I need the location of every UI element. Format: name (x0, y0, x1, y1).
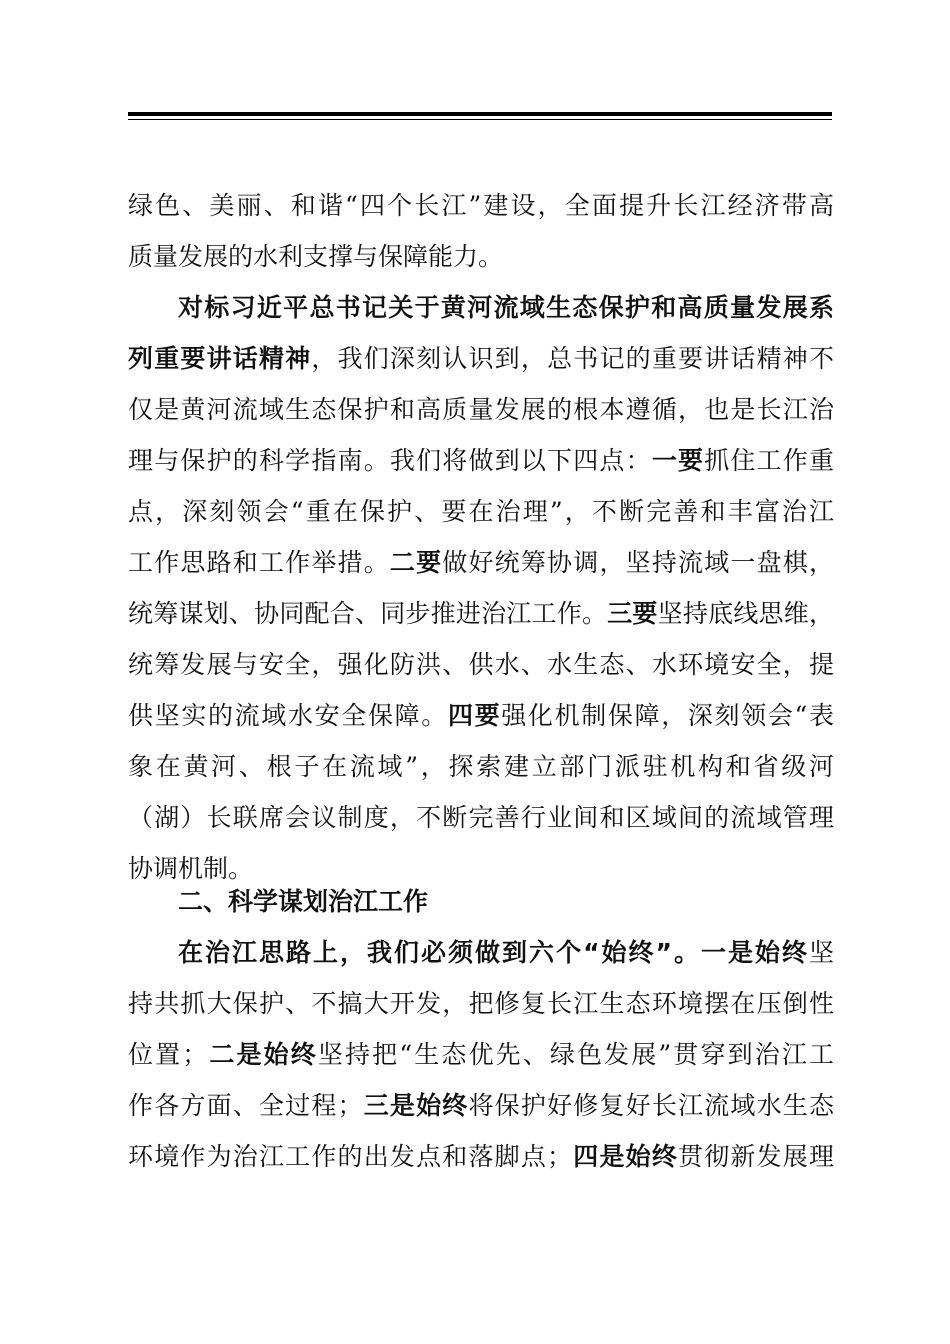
bold-text-run: 在治江思路上，我们必须做到六个“始终”。一是始终 (178, 938, 809, 967)
bold-text-run: 对标习近平总书记关于黄河流域生态保护和高质量发展系 (178, 293, 834, 322)
text-run: 统筹发展与安全，强化防洪、供水、水生态、水环境安全，提 (128, 650, 834, 679)
text-run: 坚持把“生态优先、绿色发展”贯穿到治江工 (317, 1040, 834, 1069)
text-run: 点，深刻领会“重在保护、要在治理”，不断完善和丰富治江 (128, 497, 834, 526)
text-run: 坚 (808, 938, 834, 967)
paragraph-line (128, 341, 834, 377)
paragraph-line (128, 1088, 834, 1124)
text-run: （湖）长联席会议制度，不断完善行业间和区域间的流域管理 (128, 803, 834, 832)
text-run: 抓住工作重 (704, 446, 834, 475)
text-run: 协调机制。 (128, 854, 254, 883)
text-run: 将保护好修复好长江流域水生态 (468, 1091, 834, 1120)
paragraph-line (128, 1037, 834, 1073)
text-run: 贯彻新发展理 (678, 1142, 834, 1171)
paragraph-line (128, 188, 834, 224)
text-run: 绿色、美丽、和谐“四个长江”建设，全面提升长江经济带高 (128, 191, 834, 220)
paragraph-line (128, 443, 834, 479)
bold-text-run: 四是始终 (572, 1142, 679, 1171)
paragraph-line (128, 851, 834, 887)
paragraph-line (128, 392, 834, 428)
text-run: 统筹谋划、协同配合、同步推进治江工作。 (128, 599, 608, 628)
bold-text-run: 二是始终 (207, 1040, 318, 1069)
text-run: ，我们深刻认识到，总书记的重要讲话精神不 (311, 344, 834, 373)
text-run: 环境作为治江工作的出发点和落脚点； (128, 1142, 573, 1171)
bold-text-run: 列重要讲话精神 (128, 344, 312, 373)
text-run: 供坚实的流域水安全保障。 (128, 701, 448, 730)
paragraph-line (128, 545, 834, 581)
paragraph-line (128, 800, 834, 836)
paragraph-line (128, 986, 834, 1022)
text-run: 工作思路和工作举措。 (128, 548, 390, 577)
header-rule-thin (128, 119, 832, 120)
bold-text-run: 三是始终 (362, 1091, 469, 1120)
paragraph-line (128, 749, 834, 785)
bold-text-run: 二要 (389, 548, 443, 577)
bold-text-run: 三要 (607, 599, 658, 628)
paragraph-line (128, 1139, 834, 1175)
bold-text-run: 四要 (447, 701, 502, 730)
text-run: 持共抓大保护、不搞大开发，把修复长江生态环境摆在压倒性 (128, 989, 834, 1018)
paragraph-line (128, 596, 834, 632)
text-run: 作各方面、全过程； (128, 1091, 363, 1120)
text-run: 坚持底线思维， (657, 599, 834, 628)
bold-text-run: 一要 (651, 446, 705, 475)
paragraph-line (178, 290, 834, 326)
section-heading: 二、科学谋划治江工作 (178, 887, 429, 916)
text-run: 强化机制保障，深刻领会“表 (501, 701, 834, 730)
text-run: 做好统筹协调，坚持流域一盘棋， (442, 548, 834, 577)
header-rule-thick (128, 112, 832, 116)
text-run: 质量发展的水利支撑与保障能力。 (128, 242, 504, 271)
paragraph-line (128, 494, 834, 530)
text-run: 理与保护的科学指南。我们将做到以下四点： (128, 446, 652, 475)
paragraph-line (128, 698, 834, 734)
text-run: 象在黄河、根子在流域”，探索建立部门派驻机构和省级河 (128, 752, 834, 781)
text-run: 位置； (128, 1040, 208, 1069)
text-run: 仅是黄河流域生态保护和高质量发展的根本遵循，也是长江治 (128, 395, 834, 424)
paragraph-line (178, 935, 834, 971)
paragraph-line (128, 239, 834, 275)
paragraph-line (128, 647, 834, 683)
